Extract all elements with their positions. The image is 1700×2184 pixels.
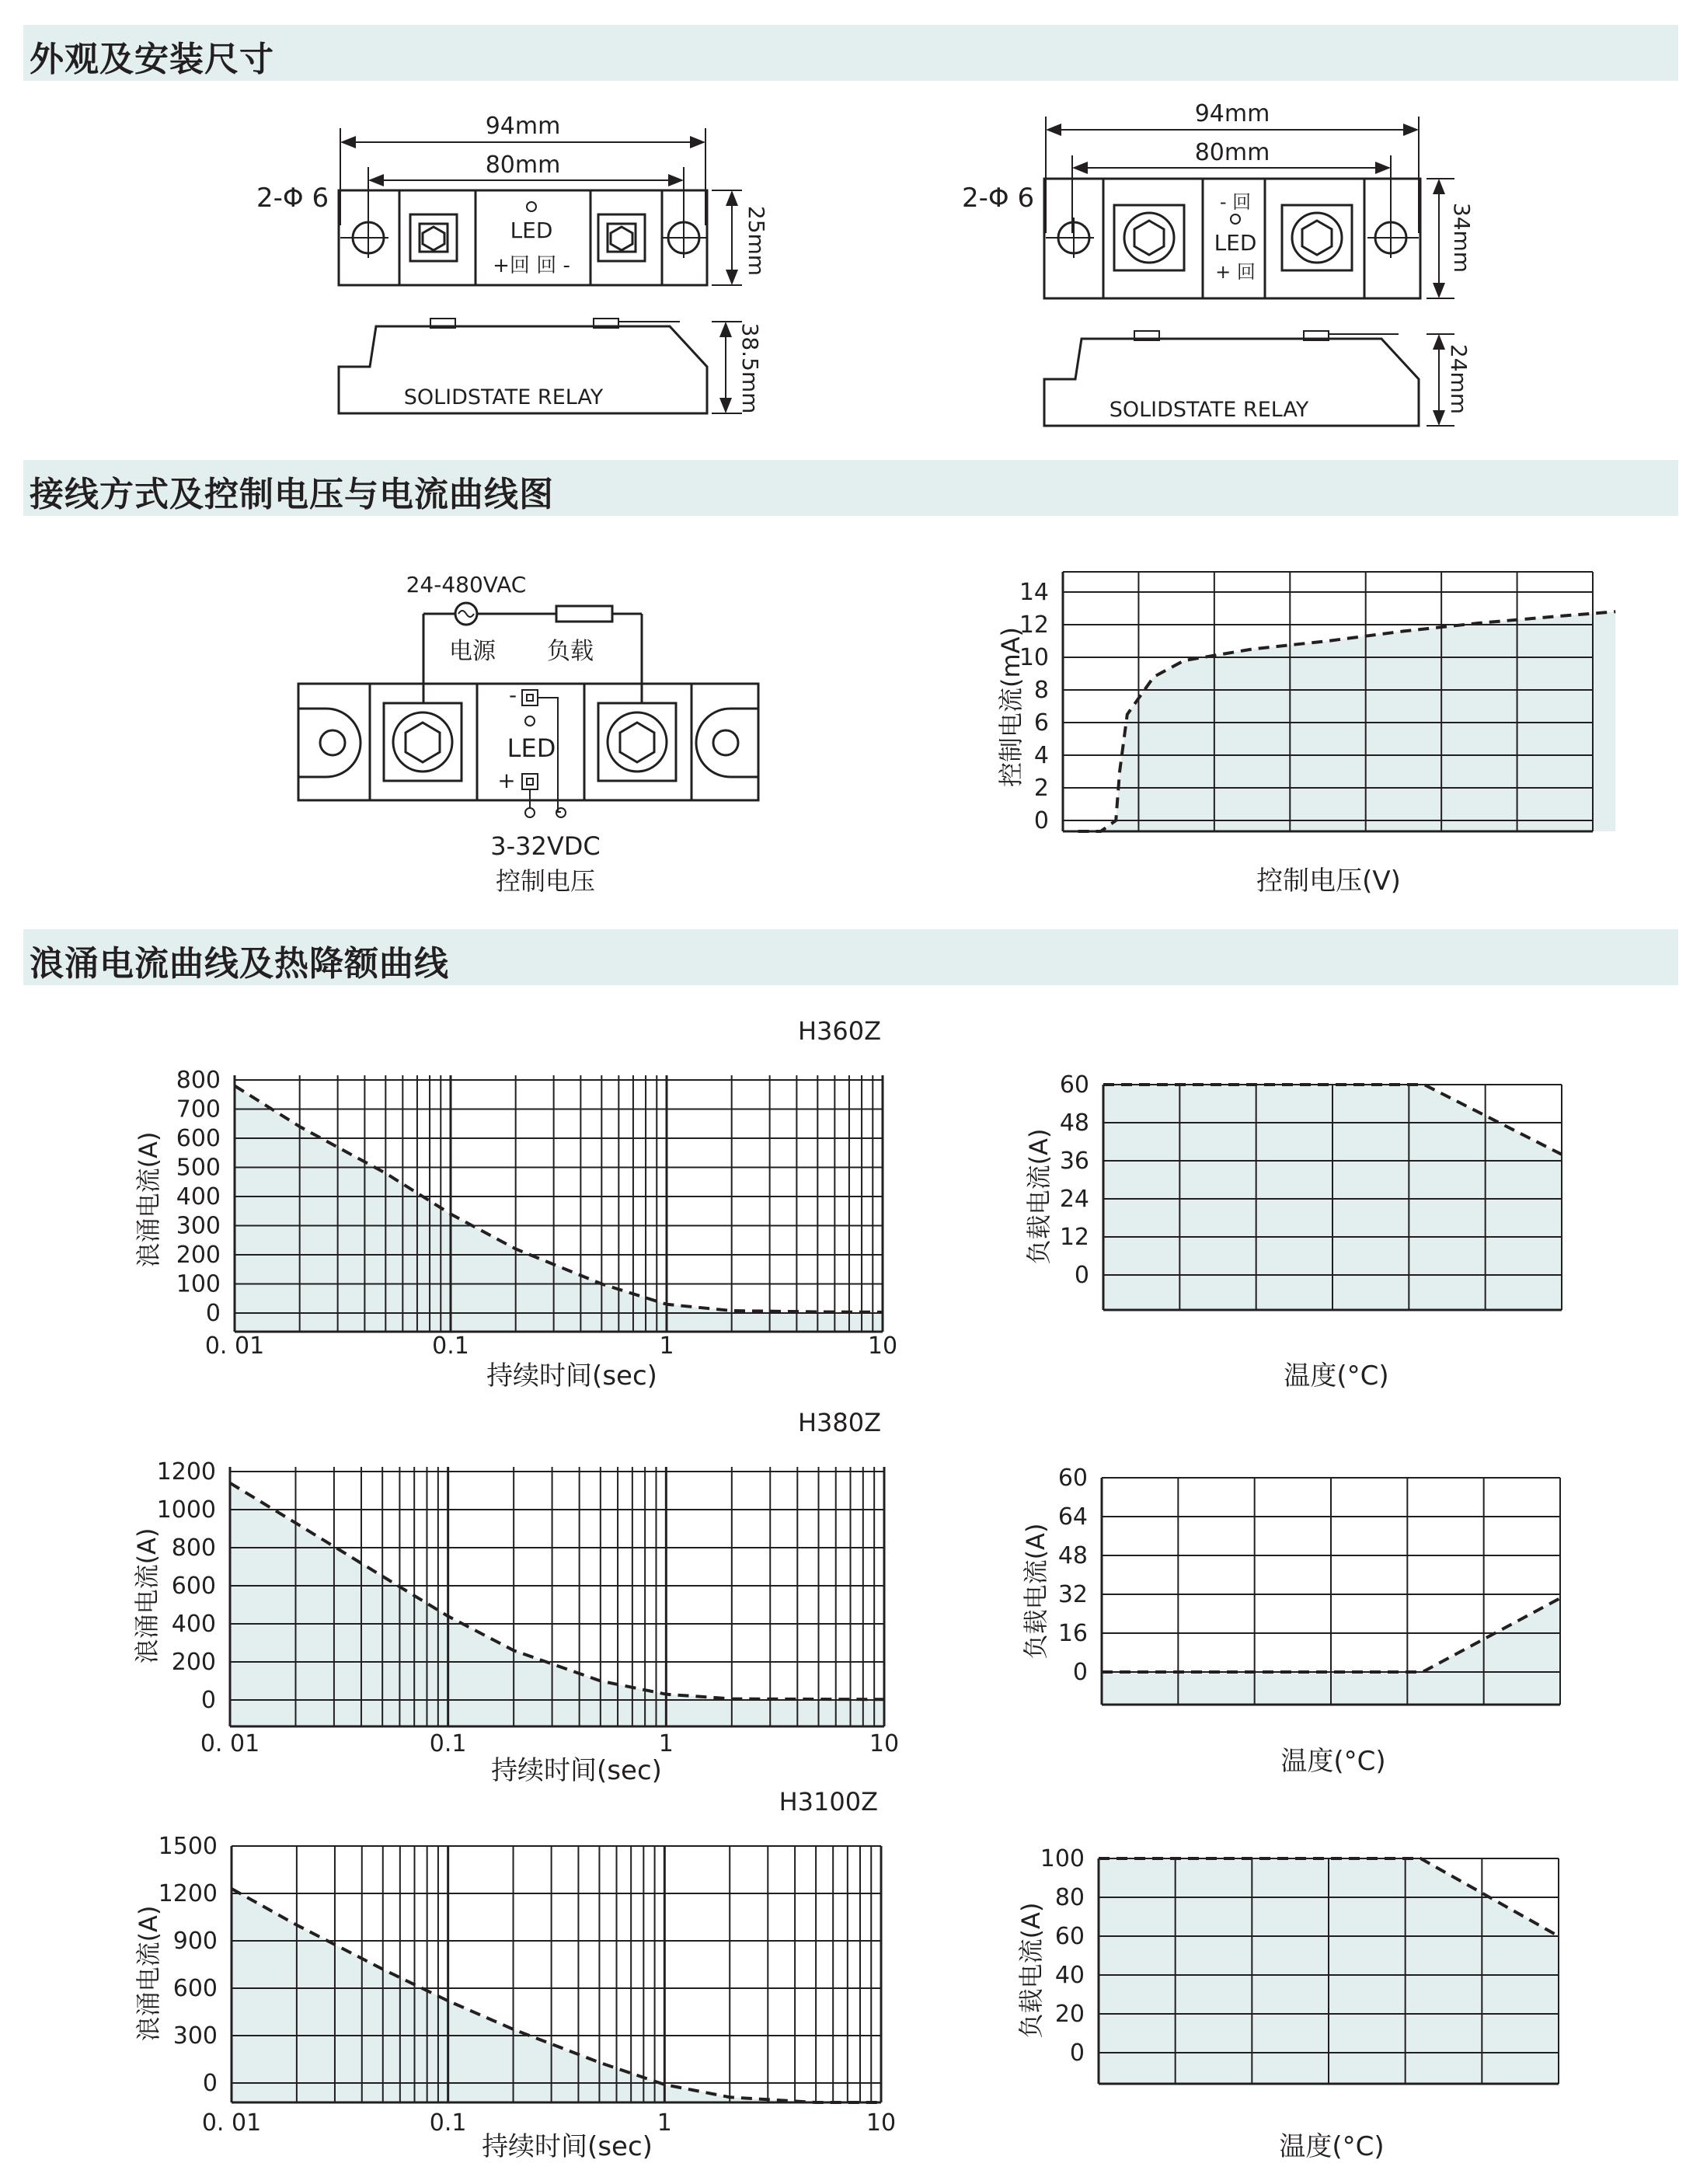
x-tick-label: 0. 01 [201, 2109, 262, 2137]
dim-hole-label: 2-Φ 6 [256, 183, 329, 214]
chart-surge-h380z [132, 1408, 899, 1786]
power-label: 电源 [449, 638, 496, 665]
y-tick-label: 0 [1074, 1262, 1089, 1289]
x-axis-label: 温度(°C) [1279, 2131, 1385, 2162]
chart-derating-h360z [1024, 1071, 1562, 1392]
chart-derating-h380z [1021, 1465, 1560, 1777]
y-axis-label: 负载电流(A) [1024, 1128, 1054, 1265]
relay-label: SOLIDSTATE RELAY [403, 385, 604, 409]
y-tick-label: 32 [1057, 1581, 1088, 1608]
y-tick-label: 80 [1054, 1884, 1085, 1911]
x-tick-label: 0.1 [432, 1332, 469, 1360]
y-tick-label: 36 [1059, 1148, 1089, 1175]
y-tick-label: 400 [176, 1183, 221, 1210]
led-label: LED [510, 218, 553, 243]
x-tick-label: 1 [658, 1730, 674, 1757]
chart-surge-h360z [134, 1016, 897, 1392]
chart-derating-h3100z [1016, 1845, 1559, 2162]
dim-hole-label: 2-Φ 6 [962, 183, 1035, 214]
wiring-diagram [298, 603, 758, 817]
terminal-screw-left [384, 703, 462, 781]
area-fill [1078, 611, 1615, 831]
y-tick-label: 60 [1059, 1071, 1089, 1099]
y-tick-label: 2 [1033, 775, 1049, 802]
y-tick-label: 60 [1054, 1923, 1085, 1950]
area-fill [230, 1483, 884, 1726]
y-axis-label: 浪涌电流(A) [132, 1527, 162, 1664]
chart-surge-h3100z [134, 1787, 896, 2162]
chart-title: H380Z [797, 1408, 881, 1437]
y-tick-label: 12 [1059, 1224, 1089, 1251]
x-axis-label: 持续时间(sec) [482, 2131, 653, 2162]
load-resistor-icon [556, 606, 612, 622]
plus-mark: + [497, 768, 516, 793]
section-title: 外观及安装尺寸 [30, 40, 274, 79]
y-tick-label: 60 [1057, 1465, 1088, 1492]
y-tick-label: 800 [171, 1534, 216, 1562]
x-tick-label: 1 [659, 1332, 674, 1360]
y-tick-label: 200 [176, 1242, 221, 1269]
y-tick-label: 4 [1033, 742, 1049, 769]
y-tick-label: 700 [176, 1095, 221, 1123]
y-tick-label: 600 [171, 1573, 216, 1600]
section-title: 接线方式及控制电压与电流曲线图 [30, 475, 554, 514]
y-tick-label: 800 [176, 1067, 221, 1094]
y-tick-label: 6 [1033, 709, 1049, 737]
minus-mark: - [508, 682, 517, 708]
y-tick-label: 0 [1072, 1659, 1088, 1686]
control-label: 控制电压 [495, 866, 596, 896]
load-label: 负载 [547, 638, 594, 665]
x-tick-label: 1 [657, 2109, 672, 2137]
y-axis-label: 控制电流(mA) [996, 626, 1026, 788]
terminal-screw-right [598, 703, 676, 781]
x-tick-label: 0.1 [429, 2109, 467, 2137]
led-dot [527, 202, 536, 211]
y-tick-label: 1200 [158, 1880, 218, 1907]
led-label: LED [1214, 230, 1257, 256]
dim-pitch-label: 80mm [1194, 139, 1270, 166]
y-tick-label: 12 [1019, 611, 1049, 639]
dim-width-label: 25mm [744, 205, 769, 277]
y-tick-label: 900 [172, 1928, 218, 1955]
y-tick-label: 200 [171, 1649, 216, 1676]
y-tick-label: 8 [1033, 677, 1049, 704]
x-axis-label: 控制电压(V) [1256, 866, 1401, 897]
y-tick-label: 40 [1054, 1962, 1085, 1989]
y-tick-label: 14 [1019, 579, 1049, 606]
y-axis-label: 负载电流(A) [1021, 1523, 1050, 1660]
y-tick-label: 0 [1069, 2039, 1085, 2067]
y-tick-label: 500 [176, 1154, 221, 1182]
terminal-minus: - 回 [1219, 191, 1252, 213]
y-tick-label: 16 [1057, 1620, 1088, 1647]
y-tick-label: 0 [1033, 807, 1049, 834]
led-dot [1231, 214, 1240, 224]
x-tick-label: 0.1 [429, 1730, 467, 1757]
terminal-plus: + 回 [1215, 261, 1256, 283]
x-axis-label: 持续时间(sec) [491, 1755, 662, 1786]
y-axis-label: 浪涌电流(A) [134, 1905, 163, 2042]
y-tick-label: 100 [176, 1270, 221, 1298]
y-tick-label: 1200 [156, 1458, 216, 1486]
y-tick-label: 20 [1054, 2001, 1085, 2028]
y-tick-label: 1000 [156, 1496, 216, 1524]
y-tick-label: 0 [200, 1687, 216, 1714]
x-tick-label: 10 [866, 2109, 897, 2137]
x-tick-label: 10 [869, 1730, 900, 1757]
area-fill [232, 1889, 881, 2102]
dim-pitch-label: 80mm [485, 152, 561, 179]
control-voltage-label: 3-32VDC [490, 831, 601, 861]
y-tick-label: 600 [176, 1125, 221, 1152]
y-tick-label: 48 [1057, 1542, 1088, 1569]
y-tick-label: 600 [172, 1975, 218, 2002]
y-tick-label: 0 [202, 2070, 218, 2097]
x-tick-label: 0. 01 [200, 1730, 260, 1757]
dim-height-label: 38.5mm [737, 322, 763, 414]
led-dot [525, 716, 535, 726]
x-axis-label: 持续时间(sec) [486, 1360, 657, 1392]
y-tick-label: 1500 [158, 1833, 218, 1860]
x-tick-label: 0. 01 [204, 1332, 265, 1360]
terminal-screw-left [410, 214, 457, 261]
led-label: LED [507, 733, 556, 763]
area-fill [235, 1086, 883, 1332]
y-axis-label: 浪涌电流(A) [134, 1131, 163, 1268]
y-tick-label: 100 [1040, 1845, 1085, 1872]
y-tick-label: 48 [1059, 1109, 1089, 1137]
x-axis-label: 温度(°C) [1280, 1746, 1386, 1777]
y-tick-label: 64 [1057, 1503, 1088, 1531]
y-tick-label: 300 [172, 2022, 218, 2050]
dim-width-label: 34mm [1449, 202, 1475, 273]
chart-title: H360Z [797, 1016, 881, 1046]
relay-label: SOLIDSTATE RELAY [1109, 398, 1309, 422]
y-axis-label: 负载电流(A) [1016, 1902, 1046, 2039]
terminal-screw-right [598, 214, 645, 261]
section-title: 浪涌电流曲线及热降额曲线 [30, 944, 449, 984]
dim-overall-label: 94mm [485, 113, 561, 140]
chart-control-voltage-current [996, 572, 1615, 897]
y-tick-label: 300 [176, 1212, 221, 1240]
y-tick-label: 400 [171, 1611, 216, 1638]
terminal-marks: +回 回 - [493, 254, 570, 277]
y-tick-label: 0 [205, 1300, 221, 1327]
y-tick-label: 24 [1059, 1186, 1089, 1213]
y-tick-label: 10 [1019, 644, 1049, 671]
dim-height-label: 24mm [1446, 343, 1472, 415]
x-tick-label: 10 [867, 1332, 898, 1360]
supply-voltage-label: 24-480VAC [406, 572, 527, 597]
dim-overall-label: 94mm [1194, 100, 1270, 127]
chart-title: H3100Z [779, 1787, 878, 1817]
x-axis-label: 温度(°C) [1284, 1360, 1389, 1392]
